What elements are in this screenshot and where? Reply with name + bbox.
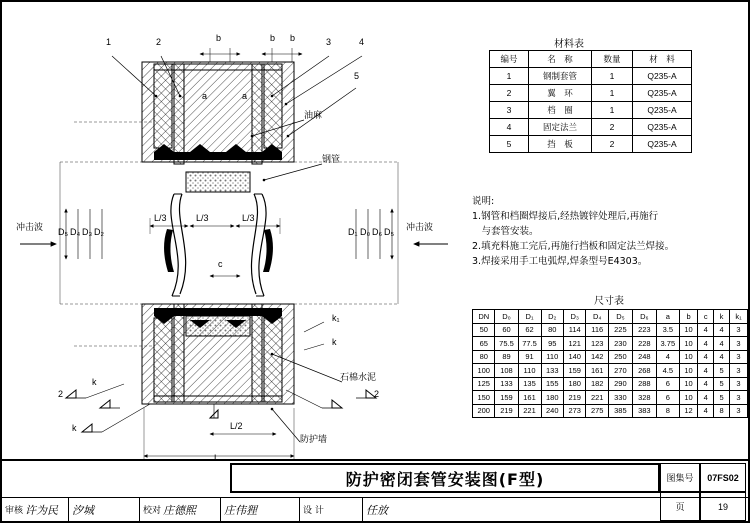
size-r4c10: 4 <box>698 377 714 391</box>
size-r6c5: 275 <box>586 404 608 418</box>
size-r4c1: 133 <box>495 377 518 391</box>
sign-value-5: 任放 <box>366 503 388 517</box>
size-r5c5: 221 <box>586 391 608 405</box>
table-header-row <box>490 51 692 68</box>
mat-r2c1: 档 圈 <box>529 102 592 119</box>
size-r6c3: 240 <box>541 404 563 418</box>
size-r2c7: 248 <box>632 350 656 364</box>
title-block <box>2 459 748 521</box>
sign-value-3: 庄伟狸 <box>224 503 257 517</box>
sign-cell-0 <box>2 498 69 521</box>
size-r5c7: 328 <box>632 391 656 405</box>
sign-key-4: 设 计 <box>303 506 324 516</box>
table-row <box>473 364 748 378</box>
size-h-9: b <box>679 310 697 324</box>
drawing-title-box <box>230 463 660 493</box>
size-r2c3: 110 <box>541 350 563 364</box>
size-table <box>472 309 748 418</box>
table-row <box>473 323 748 337</box>
size-r0c10: 4 <box>698 323 714 337</box>
dim-D3-left: D₃ <box>82 227 93 237</box>
size-r6c6: 385 <box>608 404 632 418</box>
dim-k1: k₁ <box>332 313 340 323</box>
size-r4c12: 3 <box>729 377 747 391</box>
size-r1c1: 75.5 <box>495 337 518 351</box>
mat-r0c3: Q235-A <box>633 68 692 85</box>
size-r1c8: 3.75 <box>656 337 679 351</box>
dim-D0-right: D₀ <box>360 227 371 237</box>
size-r0c7: 223 <box>632 323 656 337</box>
size-r1c4: 121 <box>564 337 586 351</box>
size-r4c3: 155 <box>541 377 563 391</box>
label-asbestos-cement: 石棉水泥 <box>340 373 377 383</box>
size-r1c12: 3 <box>729 337 747 351</box>
table-row <box>490 102 692 119</box>
mat-r2c2: 1 <box>592 102 633 119</box>
dim-k-left-2: k <box>72 423 77 433</box>
size-r2c5: 142 <box>586 350 608 364</box>
weld-note-2-left: 2 <box>58 389 64 399</box>
sign-cell-5 <box>363 498 449 521</box>
mat-r0c2: 1 <box>592 68 633 85</box>
dim-c: c <box>218 259 223 269</box>
size-r2c2: 91 <box>518 350 541 364</box>
dim-D1-right: D₁ <box>348 227 358 237</box>
size-r6c8: 8 <box>656 404 679 418</box>
size-r4c8: 6 <box>656 377 679 391</box>
size-h-2: D₁ <box>518 310 541 324</box>
callout-4: 4 <box>359 37 365 47</box>
size-r2c6: 250 <box>608 350 632 364</box>
table-row <box>473 377 748 391</box>
note-line-3: 2.填充料施工完后,再施行挡板和固定法兰焊接。 <box>472 241 675 252</box>
dim-k-right: k <box>332 337 337 347</box>
size-r2c12: 3 <box>729 350 747 364</box>
size-r3c8: 4.5 <box>656 364 679 378</box>
dim-D4-left: D₄ <box>70 227 81 237</box>
page-value: 19 <box>700 492 746 521</box>
sign-cell-1 <box>69 498 140 521</box>
sign-value-0: 许为民 <box>25 503 59 517</box>
dim-L3-3: L/3 <box>242 213 255 223</box>
size-h-5: D₄ <box>586 310 608 324</box>
size-r1c6: 230 <box>608 337 632 351</box>
size-r3c11: 5 <box>714 364 730 378</box>
size-r4c7: 288 <box>632 377 656 391</box>
dim-a-1: a <box>202 91 208 101</box>
size-h-6: D₅ <box>608 310 632 324</box>
sign-cell-2 <box>140 498 221 521</box>
size-r0c1: 60 <box>495 323 518 337</box>
size-r4c5: 182 <box>586 377 608 391</box>
dim-b-1: b <box>216 33 222 43</box>
size-h-11: k <box>714 310 730 324</box>
size-table-title: 尺寸表 <box>594 296 624 307</box>
size-r6c2: 221 <box>518 404 541 418</box>
mat-r3c0: 4 <box>490 119 529 136</box>
table-row <box>473 337 748 351</box>
size-r4c11: 5 <box>714 377 730 391</box>
size-r3c1: 108 <box>495 364 518 378</box>
mat-r3c1: 固定法兰 <box>529 119 592 136</box>
size-r5c3: 180 <box>541 391 563 405</box>
dim-D6-right: D₆ <box>372 227 383 237</box>
size-r5c6: 330 <box>608 391 632 405</box>
signature-row <box>2 497 748 521</box>
size-r1c7: 228 <box>632 337 656 351</box>
size-h-7: D₆ <box>632 310 656 324</box>
size-r1c10: 4 <box>698 337 714 351</box>
note-line-2: 与套管安装。 <box>472 226 539 237</box>
mat-r4c1: 挡 板 <box>529 136 592 153</box>
callout-3: 3 <box>326 37 332 47</box>
mat-h-0: 编号 <box>490 51 529 68</box>
table-row <box>490 119 692 136</box>
size-h-4: D₃ <box>564 310 586 324</box>
size-r3c10: 4 <box>698 364 714 378</box>
dim-D5-right: D₅ <box>384 227 395 237</box>
sign-value-1: 汐城 <box>72 503 94 517</box>
size-r6c7: 383 <box>632 404 656 418</box>
size-h-8: a <box>656 310 679 324</box>
table-row <box>473 391 748 405</box>
mat-r3c2: 2 <box>592 119 633 136</box>
size-r1c0: 65 <box>473 337 495 351</box>
table-row <box>473 350 748 364</box>
size-r5c4: 219 <box>564 391 586 405</box>
size-h-3: D₂ <box>541 310 563 324</box>
size-r0c2: 62 <box>518 323 541 337</box>
size-r0c0: 50 <box>473 323 495 337</box>
mat-r2c3: Q235-A <box>633 102 692 119</box>
mat-h-1: 名 称 <box>529 51 592 68</box>
dim-L2: L/2 <box>230 421 243 431</box>
dim-D5-left: D₅ <box>58 227 69 237</box>
mat-r2c0: 3 <box>490 102 529 119</box>
size-r3c7: 268 <box>632 364 656 378</box>
notes-block <box>472 194 740 269</box>
size-r5c10: 4 <box>698 391 714 405</box>
size-r0c12: 3 <box>729 323 747 337</box>
label-oil-hemp: 油麻 <box>304 111 323 121</box>
note-line-4: 3.焊接采用手工电弧焊,焊条型号E4303。 <box>472 256 648 267</box>
mat-h-3: 材 料 <box>633 51 692 68</box>
mat-r3c3: Q235-A <box>633 119 692 136</box>
size-r2c10: 4 <box>698 350 714 364</box>
size-r5c11: 5 <box>714 391 730 405</box>
dim-b-3: b <box>290 33 296 43</box>
size-r5c0: 150 <box>473 391 495 405</box>
mat-r1c1: 翼 环 <box>529 85 592 102</box>
weld-note-2-right: 2 <box>374 389 380 399</box>
size-r0c11: 4 <box>714 323 730 337</box>
size-r6c4: 273 <box>564 404 586 418</box>
size-r2c11: 4 <box>714 350 730 364</box>
size-r2c8: 4 <box>656 350 679 364</box>
size-r5c1: 159 <box>495 391 518 405</box>
size-r6c9: 12 <box>679 404 697 418</box>
size-r0c6: 225 <box>608 323 632 337</box>
callout-1: 1 <box>106 37 112 47</box>
sign-key-0: 审核 <box>5 506 24 516</box>
sign-key-2: 校对 <box>143 506 162 516</box>
size-r2c0: 80 <box>473 350 495 364</box>
size-r1c5: 123 <box>586 337 608 351</box>
size-r2c4: 140 <box>564 350 586 364</box>
size-h-1: D₀ <box>495 310 518 324</box>
mat-h-2: 数量 <box>592 51 633 68</box>
table-row <box>490 68 692 85</box>
size-r3c6: 270 <box>608 364 632 378</box>
size-r0c9: 10 <box>679 323 697 337</box>
size-r6c11: 8 <box>714 404 730 418</box>
mat-r4c2: 2 <box>592 136 633 153</box>
size-r5c2: 161 <box>518 391 541 405</box>
size-r1c9: 10 <box>679 337 697 351</box>
size-r3c4: 159 <box>564 364 586 378</box>
size-r1c2: 77.5 <box>518 337 541 351</box>
table-header-row <box>473 310 748 324</box>
label-protect-wall: 防护墙 <box>300 435 328 445</box>
dim-L3-1: L/3 <box>154 213 167 223</box>
mat-r1c2: 1 <box>592 85 633 102</box>
size-h-12: k₁ <box>729 310 747 324</box>
size-r5c8: 6 <box>656 391 679 405</box>
size-r3c3: 133 <box>541 364 563 378</box>
size-r4c0: 125 <box>473 377 495 391</box>
size-r6c0: 200 <box>473 404 495 418</box>
dim-k-left-1: k <box>92 377 97 387</box>
label-steel-pipe: 钢管 <box>322 155 341 165</box>
page-label: 页 <box>660 492 700 521</box>
mat-r1c3: Q235-A <box>633 85 692 102</box>
dim-a-2: a <box>242 91 248 101</box>
size-r0c3: 80 <box>541 323 563 337</box>
size-r3c9: 10 <box>679 364 697 378</box>
drawing-number-label: 图集号 <box>660 463 700 492</box>
callout-2: 2 <box>156 37 162 47</box>
size-h-10: c <box>698 310 714 324</box>
size-r1c11: 4 <box>714 337 730 351</box>
table-row <box>490 85 692 102</box>
size-r1c3: 95 <box>541 337 563 351</box>
dim-L3-2: L/3 <box>196 213 209 223</box>
mat-r0c0: 1 <box>490 68 529 85</box>
mat-r1c0: 2 <box>490 85 529 102</box>
size-h-0: DN <box>473 310 495 324</box>
size-r0c5: 116 <box>586 323 608 337</box>
sign-cell-4 <box>300 498 363 521</box>
size-r3c12: 3 <box>729 364 747 378</box>
size-r6c10: 4 <box>698 404 714 418</box>
size-r2c1: 89 <box>495 350 518 364</box>
size-r0c4: 114 <box>564 323 586 337</box>
dim-b-2: b <box>270 33 276 43</box>
mat-r4c3: Q235-A <box>633 136 692 153</box>
sign-value-2: 庄德熙 <box>163 503 197 517</box>
size-r6c12: 3 <box>729 404 747 418</box>
size-r4c2: 135 <box>518 377 541 391</box>
label-shock-wave-left: 冲击波 <box>16 223 44 233</box>
callout-5: 5 <box>354 71 360 81</box>
size-r4c9: 10 <box>679 377 697 391</box>
drawing-number-value: 07FS02 <box>700 463 746 492</box>
size-r5c9: 10 <box>679 391 697 405</box>
size-r4c4: 180 <box>564 377 586 391</box>
size-r5c12: 3 <box>729 391 747 405</box>
size-r0c8: 3.5 <box>656 323 679 337</box>
table-row <box>490 136 692 153</box>
sign-cell-3 <box>221 498 300 521</box>
label-shock-wave-right: 冲击波 <box>406 223 434 233</box>
material-table-title: 材料表 <box>554 39 584 50</box>
size-r2c9: 10 <box>679 350 697 364</box>
notes-title: 说明: <box>472 196 495 207</box>
size-r4c6: 290 <box>608 377 632 391</box>
size-r6c1: 219 <box>495 404 518 418</box>
table-row <box>473 404 748 418</box>
drawing-title: 防护密闭套管安装图(F型) <box>345 469 545 489</box>
dim-D2-left: D₂ <box>94 227 104 237</box>
note-line-1: 1.钢管和档圈焊接后,经热镀锌处理后,再施行 <box>472 211 659 222</box>
size-r3c5: 161 <box>586 364 608 378</box>
material-table <box>489 50 692 153</box>
dim-L: L <box>214 453 220 463</box>
size-r3c2: 110 <box>518 364 541 378</box>
mat-r0c1: 钢制套管 <box>529 68 592 85</box>
mat-r4c0: 5 <box>490 136 529 153</box>
size-r3c0: 100 <box>473 364 495 378</box>
